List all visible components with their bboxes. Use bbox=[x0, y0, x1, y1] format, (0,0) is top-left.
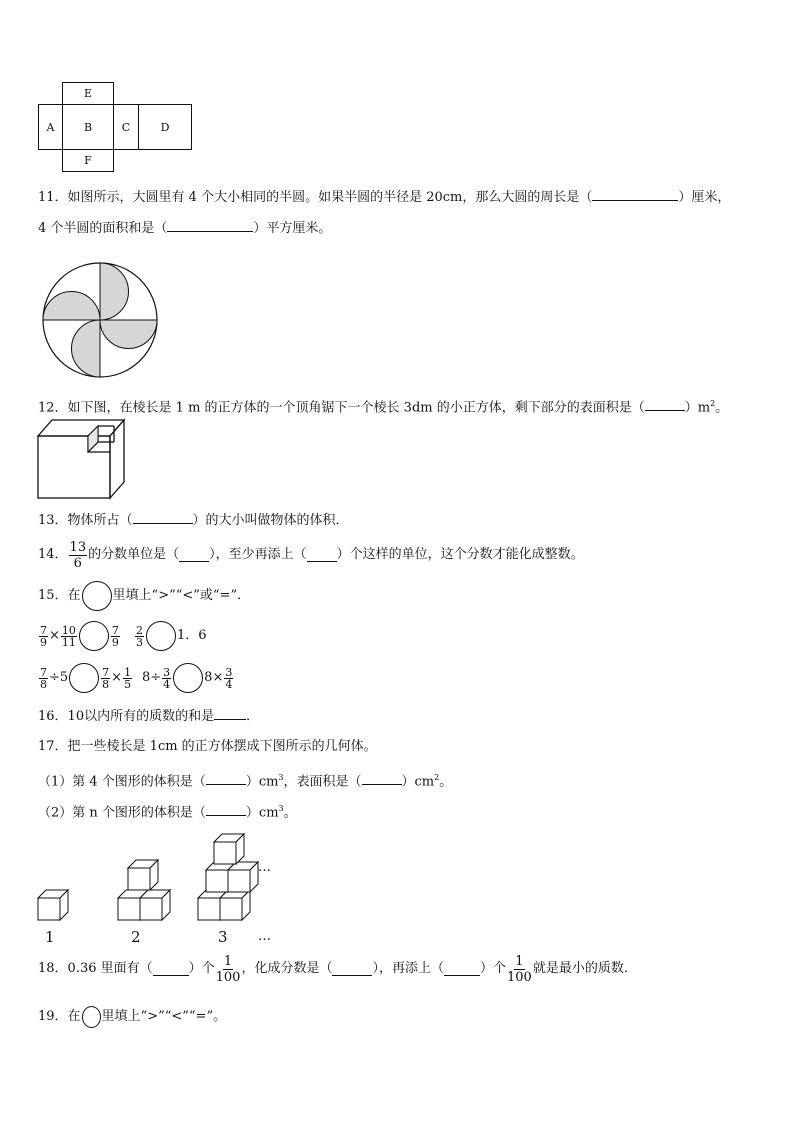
answer-blank[interactable] bbox=[153, 963, 189, 976]
question-12: 12．如下图，在棱长是 1 m 的正方体的一个顶角锯下一个棱长 3dm 的小正方体，剩下部分的表面积是（ ）$m^2$。 bbox=[38, 399, 729, 416]
compare-circle[interactable] bbox=[79, 621, 109, 651]
question-13: 13．物体所占（ ）的大小叫做物体的体积． bbox=[38, 513, 349, 528]
question-15-row1-right: $\frac{2}{3}$ 1．6 bbox=[134, 620, 207, 652]
question-15-row2-right: 8÷ $\frac{3}{4}$ 8× $\frac{3}{4}$ bbox=[142, 662, 234, 694]
net-face-a: A bbox=[38, 104, 63, 150]
compare-circle-icon bbox=[82, 1006, 101, 1028]
answer-blank[interactable] bbox=[133, 511, 193, 524]
figure-label-1: 1 bbox=[45, 928, 55, 946]
net-face-e: E bbox=[62, 82, 114, 105]
question-15-row1-left: $\frac{7}{9}$ × $\frac{10}{11}$ $\frac{7}{9}$ bbox=[38, 620, 121, 652]
answer-blank[interactable] bbox=[332, 963, 372, 976]
question-15-row2-left: $\frac{7}{8}$ ÷5 $\frac{7}{8}$ × $\frac{1}{5}$ bbox=[38, 662, 133, 694]
answer-blank[interactable] bbox=[592, 188, 678, 201]
answer-blank[interactable] bbox=[362, 772, 402, 785]
answer-blank[interactable] bbox=[214, 707, 246, 720]
figure-label-3: 3 bbox=[218, 928, 228, 946]
question-18: 18．0.36 里面有（ ）个 $\frac{1}{100}$ ，化成分数是（ ），再添上（ ）个 $\frac{1}{100}$ 就是最小的质数． bbox=[38, 953, 637, 985]
question-11-line2: 4 个半圆的面积和是（ ）平方厘米。 bbox=[38, 221, 332, 236]
net-face-d: D bbox=[138, 104, 192, 150]
figure-label-2: 2 bbox=[131, 928, 141, 946]
compare-circle[interactable] bbox=[146, 621, 176, 651]
answer-blank[interactable] bbox=[307, 549, 337, 562]
answer-blank[interactable] bbox=[645, 398, 685, 411]
question-17-sub2: （2）第 n 个图形的体积是（ ）$cm^3$。 bbox=[38, 804, 297, 821]
circle-semicircles-figure bbox=[40, 260, 160, 380]
answer-blank[interactable] bbox=[444, 963, 480, 976]
cube-stacks-figure bbox=[34, 828, 294, 948]
fraction-1-100: $\frac{1}{100}$ bbox=[215, 953, 241, 985]
cube-corner-removed-figure bbox=[36, 418, 128, 502]
question-16: 16．10以内所有的质数的和是 ． bbox=[38, 709, 260, 724]
question-19: 19．在 里填上“>”“<”“=”。 bbox=[38, 1006, 226, 1028]
question-15: 15．在 里填上“>”“<”或“=”． bbox=[38, 580, 250, 612]
fraction-13-6: $\frac{13}{6}$ bbox=[69, 539, 87, 571]
cube-net-figure bbox=[38, 82, 192, 172]
question-17-sub1: （1）第 4 个图形的体积是（ ）$cm^3$，表面积是（ ）$cm^2$。 bbox=[38, 773, 453, 790]
compare-circle[interactable] bbox=[69, 663, 99, 693]
ellipsis-bottom: … bbox=[258, 929, 271, 944]
answer-blank[interactable] bbox=[179, 549, 209, 562]
question-17-title: 17．把一些棱长是 1cm 的正方体摆成下图所示的几何体。 bbox=[38, 739, 377, 754]
net-face-c: C bbox=[113, 104, 139, 150]
net-face-f: F bbox=[62, 149, 114, 172]
compare-circle-icon bbox=[82, 581, 112, 611]
compare-circle[interactable] bbox=[173, 663, 203, 693]
answer-blank[interactable] bbox=[167, 219, 253, 232]
answer-blank[interactable] bbox=[206, 803, 246, 816]
net-face-b: B bbox=[62, 104, 114, 150]
fraction-1-100: $\frac{1}{100}$ bbox=[507, 953, 532, 985]
answer-blank[interactable] bbox=[206, 772, 246, 785]
question-14: 14． $\frac{13}{6}$ 的分数单位是（ ），至少再添上（ ）个这样的单位，这个分数才能化成整数。 bbox=[38, 539, 584, 571]
ellipsis-top: … bbox=[258, 860, 271, 875]
question-11-line1: 11．如图所示，大圆里有 4 个大小相同的半圆。如果半圆的半径是 20cm，那么大圆的周长是（ ）厘米， bbox=[38, 190, 731, 205]
